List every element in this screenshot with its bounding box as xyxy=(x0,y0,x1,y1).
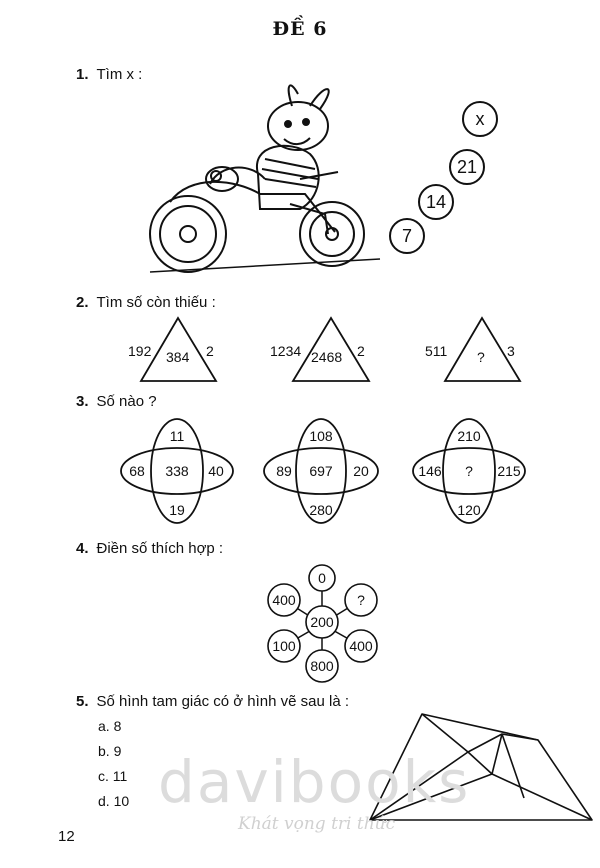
figure-3-left: 146 xyxy=(418,463,442,479)
triangle-2-center: 2468 xyxy=(311,349,343,365)
figure-2-bottom: 280 xyxy=(309,502,333,518)
sequence-circle-21: 21 xyxy=(449,149,485,185)
figure-2-center: 697 xyxy=(309,463,333,479)
q4-flower-diagram xyxy=(250,560,390,685)
question-text: Tìm số còn thiếu : xyxy=(96,294,216,311)
question-number: 4. xyxy=(76,540,89,557)
triangle-1-right: 2 xyxy=(206,343,214,359)
petal-top-left: 400 xyxy=(272,592,296,608)
sequence-circle-7: 7 xyxy=(389,218,425,254)
figure-3-top: 210 xyxy=(457,428,481,444)
figure-1-center: 338 xyxy=(165,463,189,479)
option-d: d. 10 xyxy=(98,793,130,809)
petal-bottom: 800 xyxy=(310,658,334,674)
q3-ellipse-figures xyxy=(0,415,600,530)
watermark-tagline: Khát vọng tri thức xyxy=(238,814,396,834)
question-number: 3. xyxy=(76,393,89,410)
figure-1-top: 11 xyxy=(169,428,185,444)
question-text: Số hình tam giác có ở hình vẽ sau là : xyxy=(96,693,349,710)
sequence-circle-x: x xyxy=(462,101,498,137)
rabbit-motorcycle-illustration xyxy=(140,84,390,284)
question-2 xyxy=(76,294,216,311)
triangle-2-right: 2 xyxy=(357,343,365,359)
question-3 xyxy=(76,393,157,410)
option-b: b. 9 xyxy=(98,743,122,759)
figure-2-top: 108 xyxy=(309,428,333,444)
figure-1-right: 40 xyxy=(208,463,224,479)
figure-2-left: 89 xyxy=(276,463,292,479)
option-c: c. 11 xyxy=(98,768,128,784)
figure-1-bottom: 19 xyxy=(169,502,185,518)
triangle-3-right: 3 xyxy=(507,343,515,359)
question-number: 5. xyxy=(76,693,89,710)
question-4 xyxy=(76,540,223,557)
petal-top: 0 xyxy=(318,570,326,586)
question-5 xyxy=(76,693,349,710)
triangle-1-left: 192 xyxy=(128,343,152,359)
page-number: 12 xyxy=(58,828,75,845)
petal-bottom-right: 400 xyxy=(349,638,373,654)
triangle-3-left: 511 xyxy=(425,343,448,359)
option-a: a. 8 xyxy=(98,718,122,734)
question-text: Số nào ? xyxy=(96,393,157,410)
flower-center: 200 xyxy=(310,614,334,630)
question-1 xyxy=(76,66,142,83)
watermark-brand: davibooks xyxy=(158,748,471,816)
question-text: Tìm x : xyxy=(96,66,143,83)
figure-3-center: ? xyxy=(465,463,473,479)
petal-top-right: ? xyxy=(357,592,365,608)
question-text: Điền số thích hợp : xyxy=(96,540,224,557)
question-number: 1. xyxy=(76,66,89,83)
q2-triangles xyxy=(0,310,600,390)
page-title: ĐỀ 6 xyxy=(272,18,328,40)
triangle-3-center: ? xyxy=(477,349,485,365)
figure-1-left: 68 xyxy=(129,463,145,479)
figure-3-bottom: 120 xyxy=(457,502,481,518)
figure-3-right: 215 xyxy=(497,463,521,479)
question-number: 2. xyxy=(76,294,89,311)
triangle-2-left: 1234 xyxy=(270,343,302,359)
sequence-circle-14: 14 xyxy=(418,184,454,220)
petal-bottom-left: 100 xyxy=(272,638,296,654)
triangle-1-center: 384 xyxy=(166,349,190,365)
figure-2-right: 20 xyxy=(353,463,369,479)
